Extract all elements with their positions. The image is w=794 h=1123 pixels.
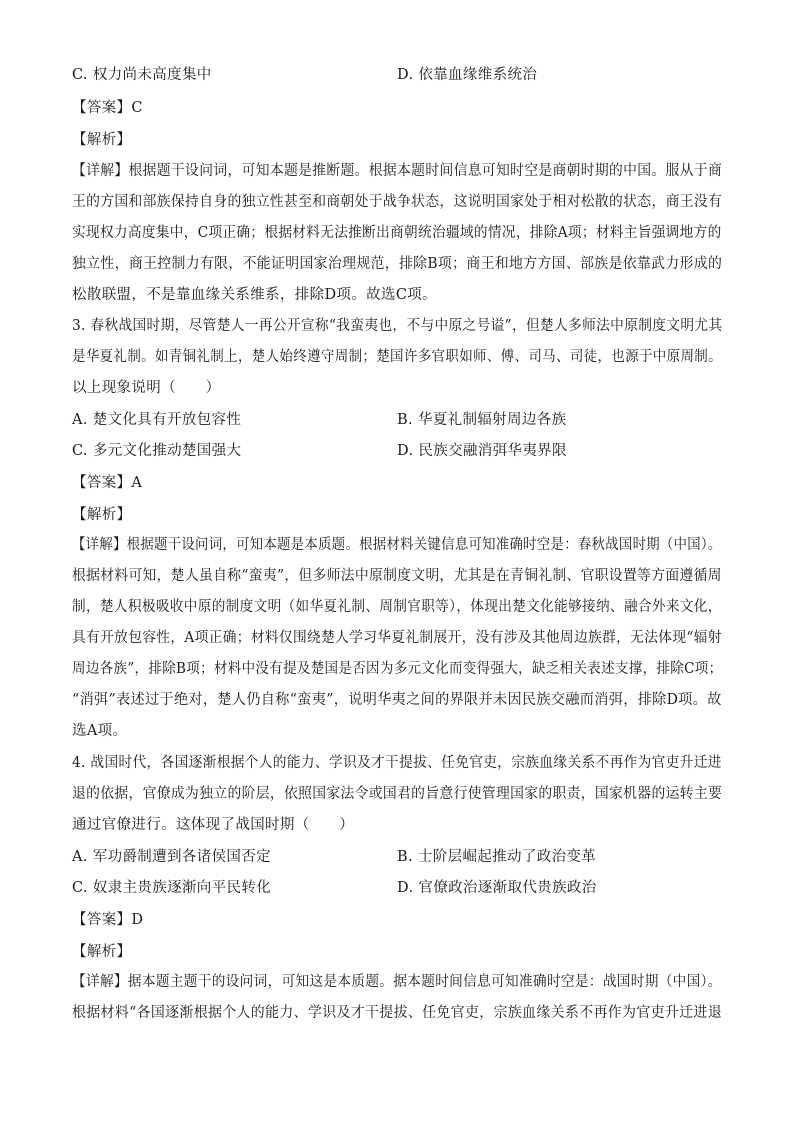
q2-analysis-label: 【解析】 <box>72 132 132 148</box>
q4-analysis-label: 【解析】 <box>72 944 132 960</box>
answer-value: A <box>131 475 143 491</box>
q3-detail-line: “消弭”表述过于绝对，楚人仍自称“蛮夷”，说明华夷之间的界限并未因民族交融而消弭，排除D项。故 <box>72 692 722 708</box>
q3-option-a: A. 楚文化具有开放包容性 <box>72 412 242 428</box>
q4-stem-line: 通过官僚进行。这体现了战国时期（ ） <box>72 817 355 833</box>
q3-stem-line: 以上现象说明（ ） <box>72 380 221 396</box>
answer-label: 【答案】 <box>72 100 132 116</box>
q2-detail-line: 松散联盟，不是靠血缘关系维系，排除D项。故选C项。 <box>72 287 437 303</box>
q4-answer <box>72 910 143 930</box>
q3-detail-line: 周边各族”，排除B项；材料中没有提及楚国是否因为多元文化而变得强大，缺乏相关表述支撑，排除C项； <box>72 661 723 677</box>
q3-detail-line: 制，楚人积极吸收中原的制度文明（如华夏礼制、周制官职等），体现出楚文化能够接纳、融合外来文化， <box>72 599 722 615</box>
q3-stem-line: 3. 春秋战国时期，尽管楚人一再公开宣称“我蛮夷也，不与中原之号谥”，但楚人多师法中原制度文明尤其 <box>72 318 723 334</box>
q2-detail-line: 【详解】根据题干设问词，可知本题是推断题。根据本题时间信息可知时空是商朝时期的中国。服从于商 <box>72 163 723 179</box>
q2-detail-line: 王的方国和部族保持自身的独立性甚至和商朝处于战争状态，这说明国家处于相对松散的状态，商王没有 <box>72 194 723 210</box>
answer-label: 【答案】 <box>72 912 132 928</box>
q2-detail-line: 实现权力高度集中，C项正确；根据材料无法推断出商朝统治疆域的情况，排除A项；材料主旨强调地方的 <box>72 225 722 241</box>
q3-option-b: B. 华夏礼制辐射周边各族 <box>397 412 567 428</box>
answer-label: 【答案】 <box>72 475 132 491</box>
q3-option-d: D. 民族交融消弭华夷界限 <box>397 443 567 459</box>
q3-detail-line: 具有开放包容性，A项正确；材料仅围绕楚人学习华夏礼制展开，没有涉及其他周边族群，无法体现“辐射 <box>72 630 722 646</box>
q3-answer <box>72 473 142 493</box>
q3-analysis-label: 【解析】 <box>72 507 132 523</box>
q2-detail-line: 独立性，商王控制力有限，不能证明国家治理规范，排除B项；商王和地方方国、部族是依靠武力形成的 <box>72 256 723 272</box>
q2-option-d: D. 依靠血缘维系统治 <box>397 67 538 83</box>
q2-option-c: C. 权力尚未高度集中 <box>72 67 212 83</box>
q3-detail-line: 【详解】根据题干设问词，可知本题是本质题。根据材料关键信息可知准确时空是：春秋战国时期（中国）。 <box>72 537 722 553</box>
q3-option-c: C. 多元文化推动楚国强大 <box>72 443 242 459</box>
answer-value: D <box>131 912 144 928</box>
q4-detail-line: 【详解】据本题主题干的设问词，可知这是本质题。据本题时间信息可知准确时空是：战国时期（中国）。 <box>72 974 722 990</box>
q4-option-d: D. 官僚政治逐渐取代贵族政治 <box>397 880 597 896</box>
q4-stem-line: 退的依据，官僚成为独立的阶层，依照国家法令或国君的旨意行使管理国家的职责，国家机器的运转主要 <box>72 786 723 802</box>
q2-answer <box>72 98 143 118</box>
q4-stem-line: 4. 战国时代，各国逐渐根据个人的能力、学识及才干提拔、任免官吏，宗族血缘关系不再作为官吏升迁进 <box>72 755 722 771</box>
q4-detail-line: 根据材料“各国逐渐根据个人的能力、学识及才干提拔、任免官吏，宗族血缘关系不再作为官吏升迁进退 <box>72 1005 722 1021</box>
answer-value: C <box>131 100 143 116</box>
q3-detail-line: 根据材料可知，楚人虽自称“蛮夷”，但多师法中原制度文明，尤其是在青铜礼制、官职设置等方面遵循周 <box>72 568 722 584</box>
q4-option-b: B. 士阶层崛起推动了政治变革 <box>397 849 597 865</box>
q3-detail-line: 选A项。 <box>72 723 128 739</box>
q4-option-a: A. 军功爵制遭到各诸侯国否定 <box>72 849 271 865</box>
q4-option-c: C. 奴隶主贵族逐渐向平民转化 <box>72 880 272 896</box>
q3-stem-line: 是华夏礼制。如青铜礼制上，楚人始终遵守周制；楚国许多官职如师、傅、司马、司徒，也源于中原周制。 <box>72 349 722 365</box>
